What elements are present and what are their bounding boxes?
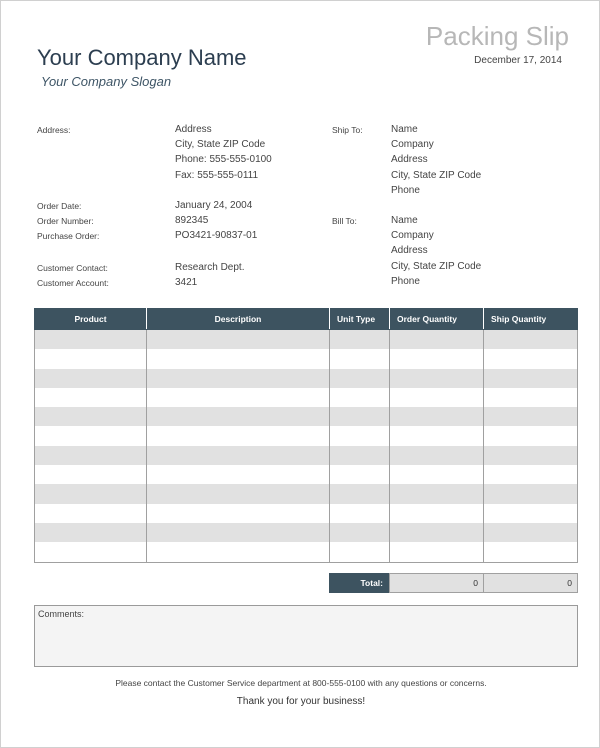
table-cell[interactable] <box>147 426 330 445</box>
footer-note: Please contact the Customer Service department at 800-555-0100 with any questions or concerns. <box>115 678 487 688</box>
company-address-block <box>175 122 272 183</box>
total-label: Total: <box>329 573 389 593</box>
table-cell[interactable] <box>484 542 578 562</box>
table-row <box>35 388 578 407</box>
bill-to-line: Name <box>391 215 418 226</box>
table-cell[interactable] <box>35 523 147 542</box>
table-row <box>35 465 578 484</box>
table-cell[interactable] <box>484 426 578 445</box>
table-cell[interactable] <box>390 523 484 542</box>
order-date-value: January 24, 2004 <box>175 200 253 211</box>
bill-to-line: City, State ZIP Code <box>391 260 482 272</box>
table-cell[interactable] <box>330 388 390 407</box>
table-cell[interactable] <box>147 446 330 465</box>
customer-account-value: 3421 <box>175 277 198 288</box>
ship-quantity-total: 0 <box>483 573 578 593</box>
company-phone: Phone: 555-555-0100 <box>175 154 272 166</box>
customer-contact-value: Research Dept. <box>175 262 245 273</box>
table-cell[interactable] <box>390 349 484 368</box>
table-cell[interactable] <box>35 446 147 465</box>
table-cell[interactable] <box>390 484 484 503</box>
table-cell[interactable] <box>35 465 147 484</box>
purchase-order-label: Purchase Order: <box>37 231 100 241</box>
table-cell[interactable] <box>147 542 330 562</box>
table-row <box>35 426 578 445</box>
table-cell[interactable] <box>147 388 330 407</box>
items-table <box>34 308 578 563</box>
comments-label: Comments: <box>38 609 85 619</box>
table-cell[interactable] <box>484 388 578 407</box>
table-cell[interactable] <box>390 504 484 523</box>
table-cell[interactable] <box>147 369 330 388</box>
comments-box[interactable] <box>34 605 578 667</box>
table-cell[interactable] <box>35 388 147 407</box>
table-row <box>35 504 578 523</box>
column-header-description: Description <box>147 309 330 330</box>
table-cell[interactable] <box>147 504 330 523</box>
table-row <box>35 484 578 503</box>
table-cell[interactable] <box>330 330 390 350</box>
table-row <box>35 407 578 426</box>
bill-to-block <box>391 213 481 289</box>
table-cell[interactable] <box>390 330 484 350</box>
ship-to-line: Name <box>391 124 418 135</box>
table-cell[interactable] <box>330 446 390 465</box>
table-cell[interactable] <box>330 504 390 523</box>
table-cell[interactable] <box>390 465 484 484</box>
ship-to-block <box>391 122 481 198</box>
order-number-value: 892345 <box>175 215 209 226</box>
table-cell[interactable] <box>484 330 578 350</box>
customer-account-label: Customer Account: <box>37 278 109 288</box>
table-cell[interactable] <box>35 484 147 503</box>
table-cell[interactable] <box>484 407 578 426</box>
table-body <box>35 330 578 563</box>
table-cell[interactable] <box>390 446 484 465</box>
table-cell[interactable] <box>390 388 484 407</box>
table-cell[interactable] <box>390 542 484 562</box>
address-label: Address: <box>37 125 71 135</box>
table-cell[interactable] <box>390 426 484 445</box>
table-cell[interactable] <box>330 407 390 426</box>
company-fax: Fax: 555-555-0111 <box>175 169 259 181</box>
table-cell[interactable] <box>35 504 147 523</box>
purchase-order-value: PO3421-90837-01 <box>175 230 258 241</box>
order-number-label: Order Number: <box>37 216 94 226</box>
order-quantity-total: 0 <box>389 573 484 593</box>
table-row <box>35 330 578 350</box>
table-cell[interactable] <box>484 465 578 484</box>
table-cell[interactable] <box>147 330 330 350</box>
column-header-product: Product <box>35 309 147 330</box>
table-cell[interactable] <box>330 426 390 445</box>
ship-to-line: Phone <box>391 184 420 196</box>
table-cell[interactable] <box>330 542 390 562</box>
table-cell[interactable] <box>484 504 578 523</box>
customer-contact-label: Customer Contact: <box>37 263 108 273</box>
bill-to-line: Phone <box>391 275 420 287</box>
table-header-row <box>35 309 578 330</box>
table-cell[interactable] <box>147 523 330 542</box>
table-cell[interactable] <box>35 349 147 368</box>
table-cell[interactable] <box>390 407 484 426</box>
table-cell[interactable] <box>147 484 330 503</box>
document-title: Packing Slip <box>425 21 569 51</box>
company-address-line: City, State ZIP Code <box>175 139 266 151</box>
column-header-unit-type: Unit Type <box>330 309 390 330</box>
table-cell[interactable] <box>35 542 147 562</box>
table-cell[interactable] <box>330 349 390 368</box>
table-row <box>35 446 578 465</box>
table-cell[interactable] <box>147 465 330 484</box>
table-cell[interactable] <box>330 523 390 542</box>
bill-to-line: Address <box>391 245 428 257</box>
order-date-label: Order Date: <box>37 201 82 211</box>
table-row <box>35 523 578 542</box>
bill-to-line: Company <box>391 230 434 242</box>
ship-to-line: Company <box>391 139 434 151</box>
table-row <box>35 349 578 368</box>
thank-you-message: Thank you for your business! <box>236 696 366 707</box>
document-date: December 17, 2014 <box>474 55 562 66</box>
table-cell[interactable] <box>35 407 147 426</box>
ship-to-line: Address <box>391 154 428 166</box>
table-cell[interactable] <box>484 484 578 503</box>
table-cell[interactable] <box>330 369 390 388</box>
table-row <box>35 369 578 388</box>
company-slogan: Your Company Slogan <box>41 74 172 89</box>
table-cell[interactable] <box>35 369 147 388</box>
table-row <box>35 542 578 562</box>
table-cell[interactable] <box>484 349 578 368</box>
ship-to-line: City, State ZIP Code <box>391 169 482 181</box>
table-cell[interactable] <box>35 330 147 350</box>
table-cell[interactable] <box>484 523 578 542</box>
table-cell[interactable] <box>330 484 390 503</box>
ship-to-label: Ship To: <box>332 125 363 135</box>
table-cell[interactable] <box>330 465 390 484</box>
company-address-line: Address <box>175 124 212 135</box>
column-header-ship-quantity: Ship Quantity <box>484 309 578 330</box>
table-cell[interactable] <box>484 446 578 465</box>
column-header-order-quantity: Order Quantity <box>390 309 484 330</box>
table-cell[interactable] <box>35 426 147 445</box>
table-cell[interactable] <box>484 369 578 388</box>
table-cell[interactable] <box>390 369 484 388</box>
company-name: Your Company Name <box>37 45 247 70</box>
bill-to-label: Bill To: <box>332 216 357 226</box>
table-cell[interactable] <box>147 349 330 368</box>
table-cell[interactable] <box>147 407 330 426</box>
